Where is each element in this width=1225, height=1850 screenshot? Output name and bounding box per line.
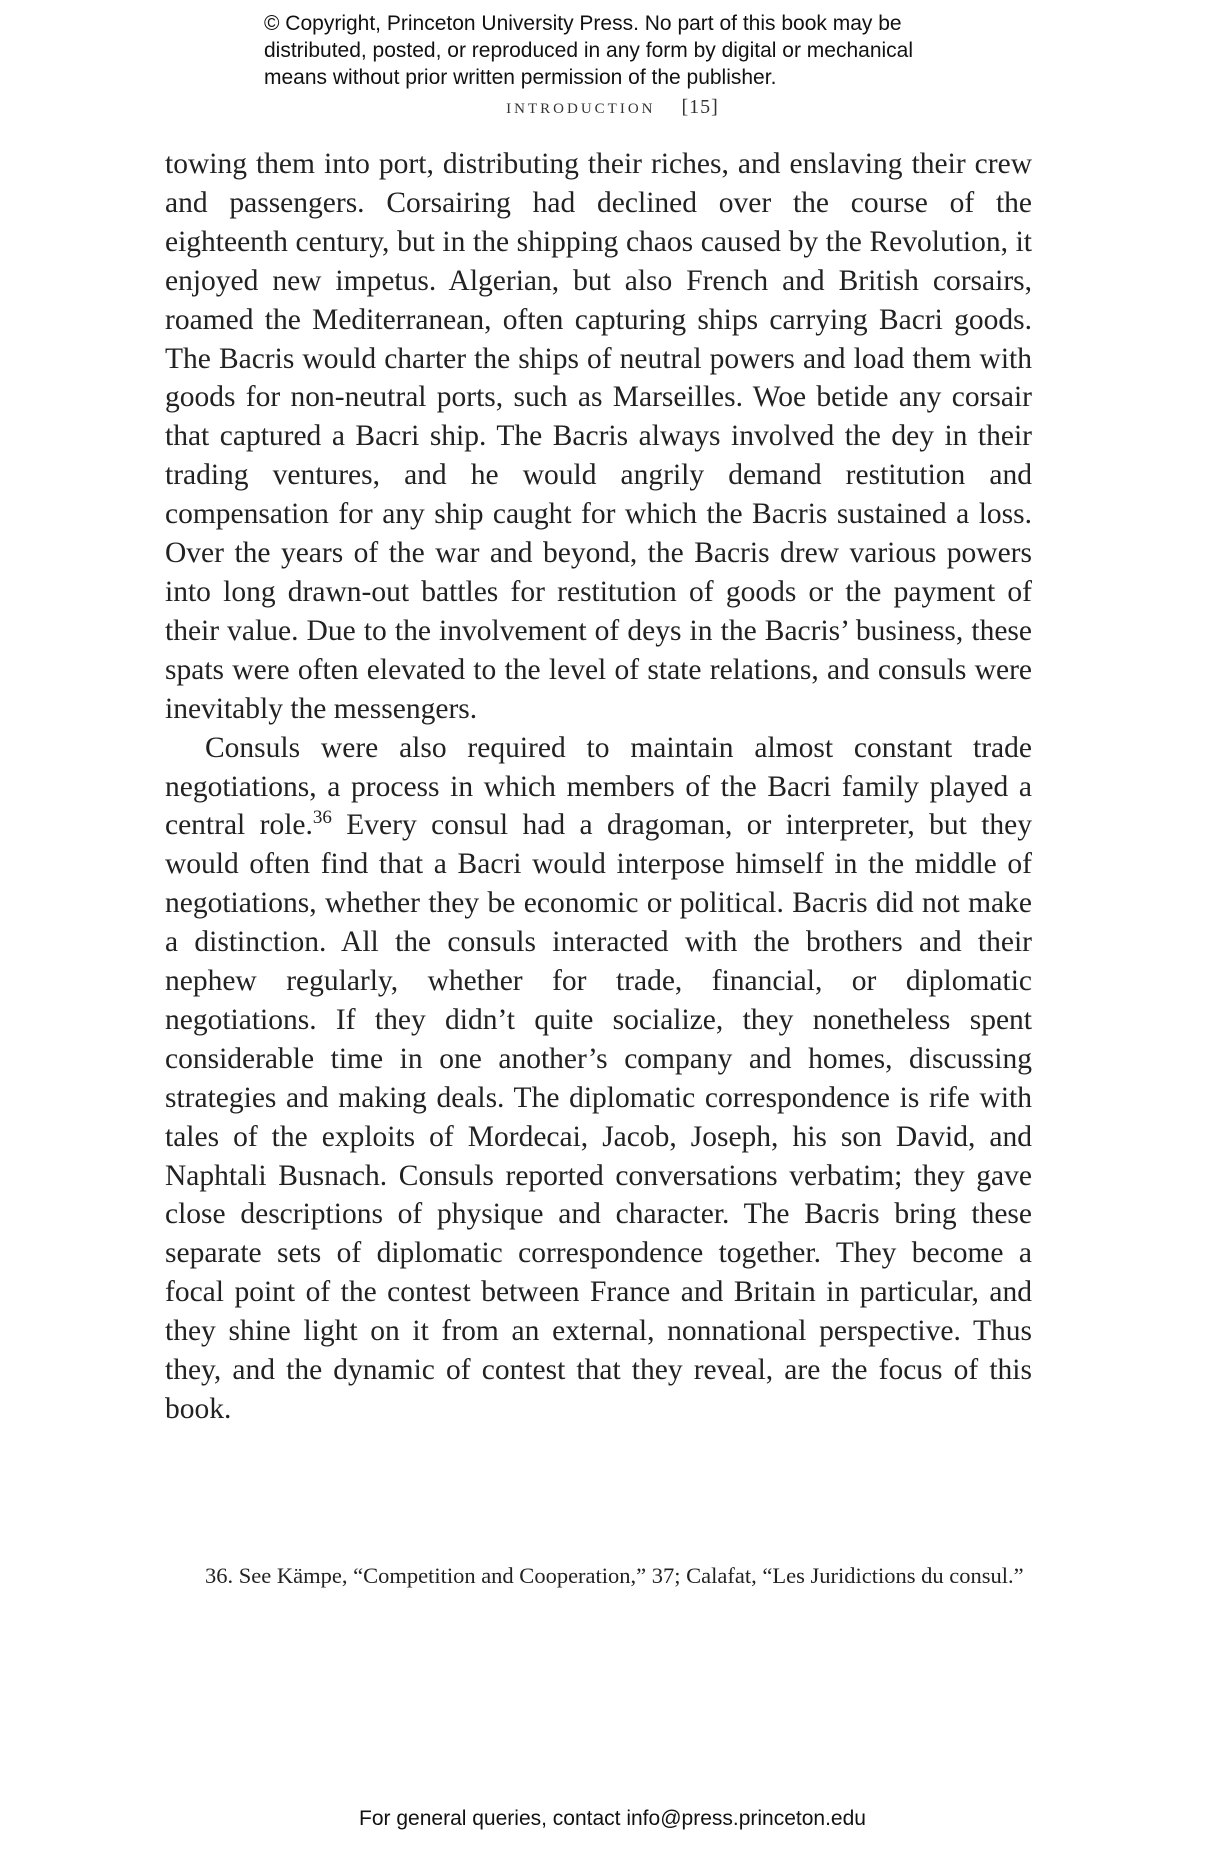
paragraph: [165, 729, 1032, 1429]
page-number: [15]: [681, 96, 719, 118]
paragraph-text: Every consul had a dragoman, or interpreter, but they would often find that a Bacri would interpose himself in the middle of negotiations, whether they be economic or political. Bacris did not make a distinction. All the consuls interacted with the brothers and their nephew regularly, whether for trade, financial, or diplomatic negotiations. If they didn’t quite socialize, they nonetheless spent considerable time in one another’s company and homes, discussing strategies and making deals. The diplomatic correspondence is rife with tales of the exploits of Mordecai, Jacob, Joseph, his son David, and Naphtali Busnach. Consuls reported conversations verbatim; they gave close descriptions of physique and character. The Bacris bring these separate sets of diplomatic correspondence together. They become a focal point of the contest between France and Britain in particular, and they shine light on it from an external, nonnational perspective. Thus they, and the dynamic of contest that they reveal, are the focus of this book.: [165, 809, 1032, 1425]
paragraph: towing them into port, distributing their riches, and enslaving their crew and passengers. Corsairing had declined over the course of the eighteenth century, but in the shipping chaos caused by the Revolution, it enjoyed new impetus. Algerian, but also French and British corsairs, roamed the Mediterranean, often capturing ships carrying Bacri goods. The Bacris would charter the ships of neutral powers and load them with goods for non-neutral ports, such as Marseilles. Woe betide any corsair that captured a Bacri ship. The Bacris always involved the dey in their trading ventures, and he would angrily demand restitution and compensation for any ship caught for which the Bacris sustained a loss. Over the years of the war and beyond, the Bacris drew various powers into long drawn-out battles for restitution of goods or the payment of their value. Due to the involvement of deys in the Bacris’ business, these spats were often elevated to the level of state relations, and consuls were inevitably the messengers.: [165, 148, 1032, 725]
running-head-title: introduction: [506, 94, 656, 118]
footnote-text: 36. See Kämpe, “Competition and Cooperation,” 37; Calafat, “Les Juridictions du consul.”: [205, 1563, 1024, 1588]
footnote: [165, 1560, 1032, 1591]
footnote-reference[interactable]: 36: [312, 807, 332, 829]
running-head: [0, 94, 1225, 119]
contact-line: For general queries, contact info@press.princeton.edu: [359, 1807, 866, 1830]
paragraph-text: Consuls were also required to maintain almost constant trade negotiations, a process in which members of the Bacri family played a central role.: [165, 731, 1032, 842]
body-text: [165, 145, 1032, 1429]
copyright-notice: © Copyright, Princeton University Press. No part of this book may be distributed, posted, or reproduced in any form by digital or mechanical means without prior written permission of the publisher.: [264, 12, 914, 89]
